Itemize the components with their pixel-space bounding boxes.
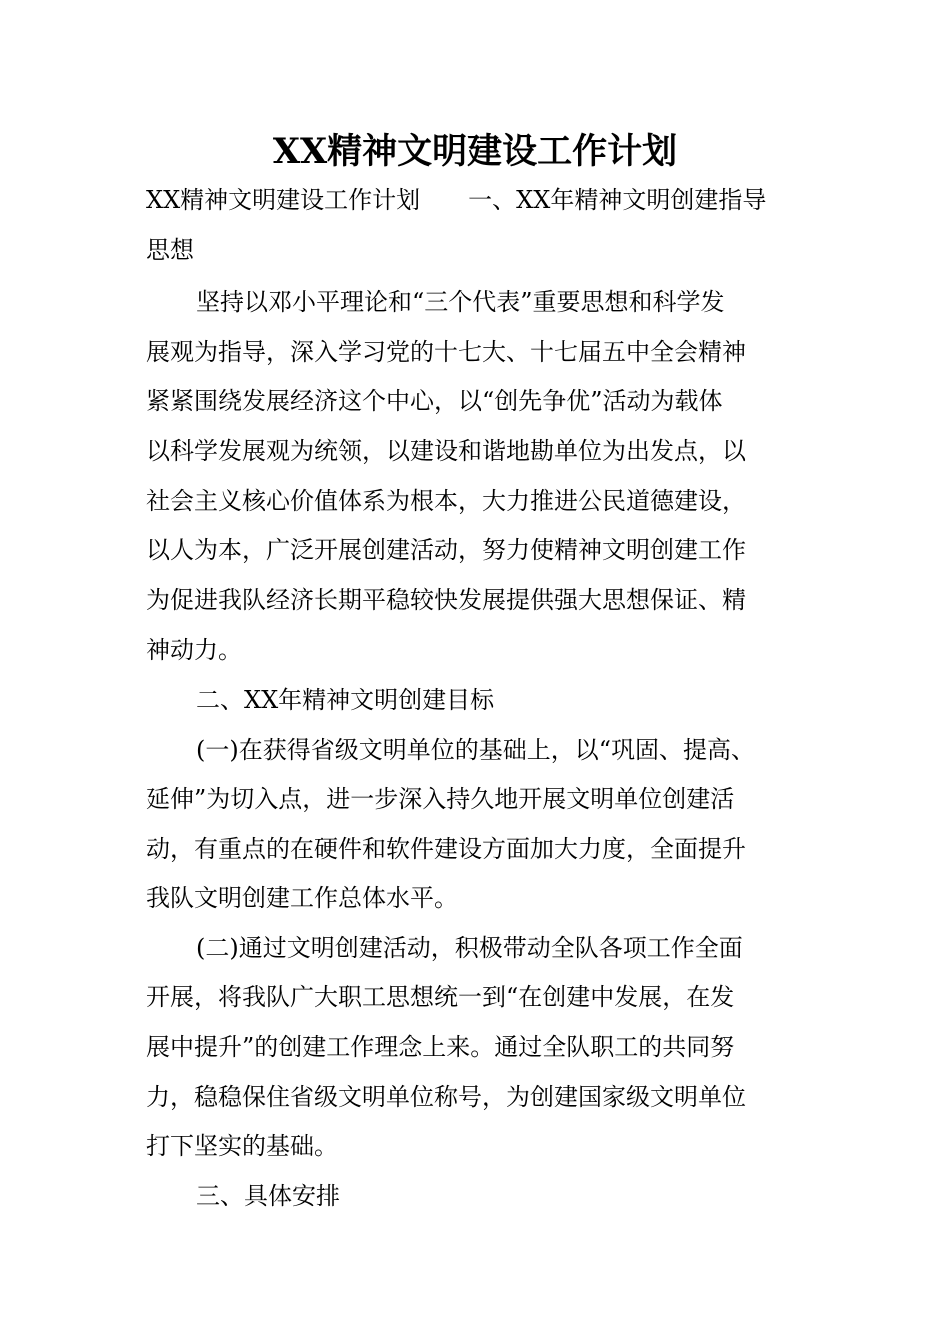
text-line: 思想 — [146, 236, 194, 264]
paragraph-first-line: (一)在获得省级文明单位的基础上，以“巩固、提高、 — [196, 736, 755, 764]
text-line: 展观为指导，深入学习党的十七大、十七届五中全会精神 — [146, 338, 746, 366]
text-line: 为促进我队经济长期平稳较快发展提供强大思想保证、精 — [146, 586, 746, 614]
text-line: XX精神文明建设工作计划 一、XX年精神文明创建指导 — [146, 186, 767, 214]
text-line: 打下坚实的基础。 — [146, 1132, 338, 1160]
text-line: 以人为本，广泛开展创建活动，努力使精神文明创建工作 — [146, 536, 746, 564]
text-line: 力，稳稳保住省级文明单位称号，为创建国家级文明单位 — [146, 1083, 746, 1111]
paragraph-first-line: (二)通过文明创建活动，积极带动全队各项工作全面 — [196, 934, 743, 962]
section-heading: 二、XX年精神文明创建目标 — [196, 686, 495, 714]
text-line: 我队文明创建工作总体水平。 — [146, 884, 458, 912]
text-line: 开展，将我队广大职工思想统一到“在创建中发展，在发 — [146, 983, 735, 1011]
text-line: 延伸”为切入点，进一步深入持久地开展文明单位创建活 — [146, 785, 735, 813]
text-line: 动，有重点的在硬件和软件建设方面加大力度，全面提升 — [146, 835, 746, 863]
text-line: 社会主义核心价值体系为根本，大力推进公民道德建设， — [146, 487, 746, 515]
paragraph-first-line: 坚持以邓小平理论和“三个代表”重要思想和科学发 — [196, 288, 725, 316]
section-heading: 三、具体安排 — [196, 1182, 340, 1210]
text-line: 展中提升”的创建工作理念上来。通过全队职工的共同努 — [146, 1033, 735, 1061]
text-line: 神动力。 — [146, 636, 242, 664]
document-title: XX精神文明建设工作计划 — [272, 131, 678, 172]
text-line: 以科学发展观为统领，以建设和谐地勘单位为出发点，以 — [146, 437, 746, 465]
text-line: 紧紧围绕发展经济这个中心，以“创先争优”活动为载体 — [146, 387, 723, 415]
